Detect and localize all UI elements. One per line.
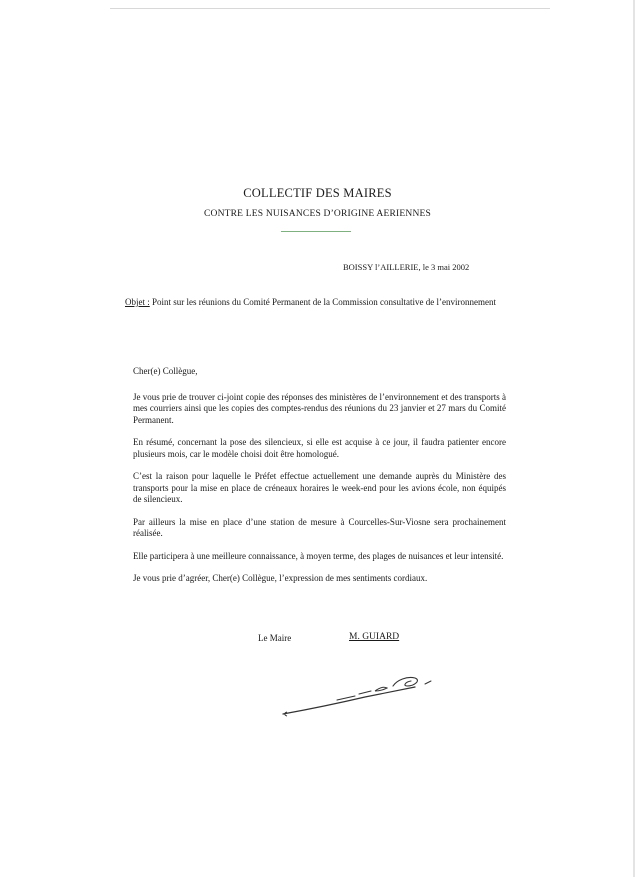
place-and-date: BOISSY l’AILLERIE, le 3 mai 2002: [343, 262, 470, 272]
paragraph-silencers: En résumé, concernant la pose des silencieux, si elle est acquise à ce jour, il faudra patienter encore plusieurs mois, car le modèle choisi doit être homologué.: [133, 437, 506, 459]
handwritten-signature: [275, 666, 445, 726]
decorative-rule: [281, 231, 351, 232]
salutation: Cher(e) Collègue,: [133, 366, 198, 376]
paragraph-attachments: Je vous prie de trouver ci-joint copie des réponses des ministères de l’environnement et des transports à mes courriers ainsi que les copies des comptes-rendus des réunions du 23 janvier et 27 mars du Comité Permanent.: [133, 391, 506, 425]
signatory-role: Le Maire: [258, 633, 292, 643]
letterhead-subtitle: CONTRE LES NUISANCES D’ORIGINE AERIENNES: [203, 209, 432, 219]
scan-edge-top: [110, 8, 550, 9]
paragraph-prefect-request: C’est la raison pour laquelle le Préfet effectue actuellement une demande auprès du Ministère des transports pour la mise en place de créneaux horaires le week-end pour les avions école, non équipés de silencieux.: [133, 471, 506, 504]
paragraph-knowledge: Elle participera à une meilleure connaissance, à moyen terme, des plages de nuisances et leur intensité.: [133, 550, 504, 561]
subject-label: Objet :: [125, 297, 150, 307]
signatory-name: M. GUIARD: [349, 632, 400, 642]
subject-text: Point sur les réunions du Comité Permanent de la Commission consultative de l’environnement: [152, 297, 496, 307]
letter-body: [133, 366, 506, 596]
subject-line: [125, 296, 525, 309]
letterhead-title: COLLECTIF DES MAIRES: [243, 186, 392, 200]
paragraph-closing: Je vous prie d’agréer, Cher(e) Collègue, l’expression de mes sentiments cordiaux.: [133, 573, 428, 583]
paragraph-measuring-station: Par ailleurs la mise en place d’une station de mesure à Courcelles-Sur-Viosne sera prochainement réalisée.: [133, 516, 506, 538]
